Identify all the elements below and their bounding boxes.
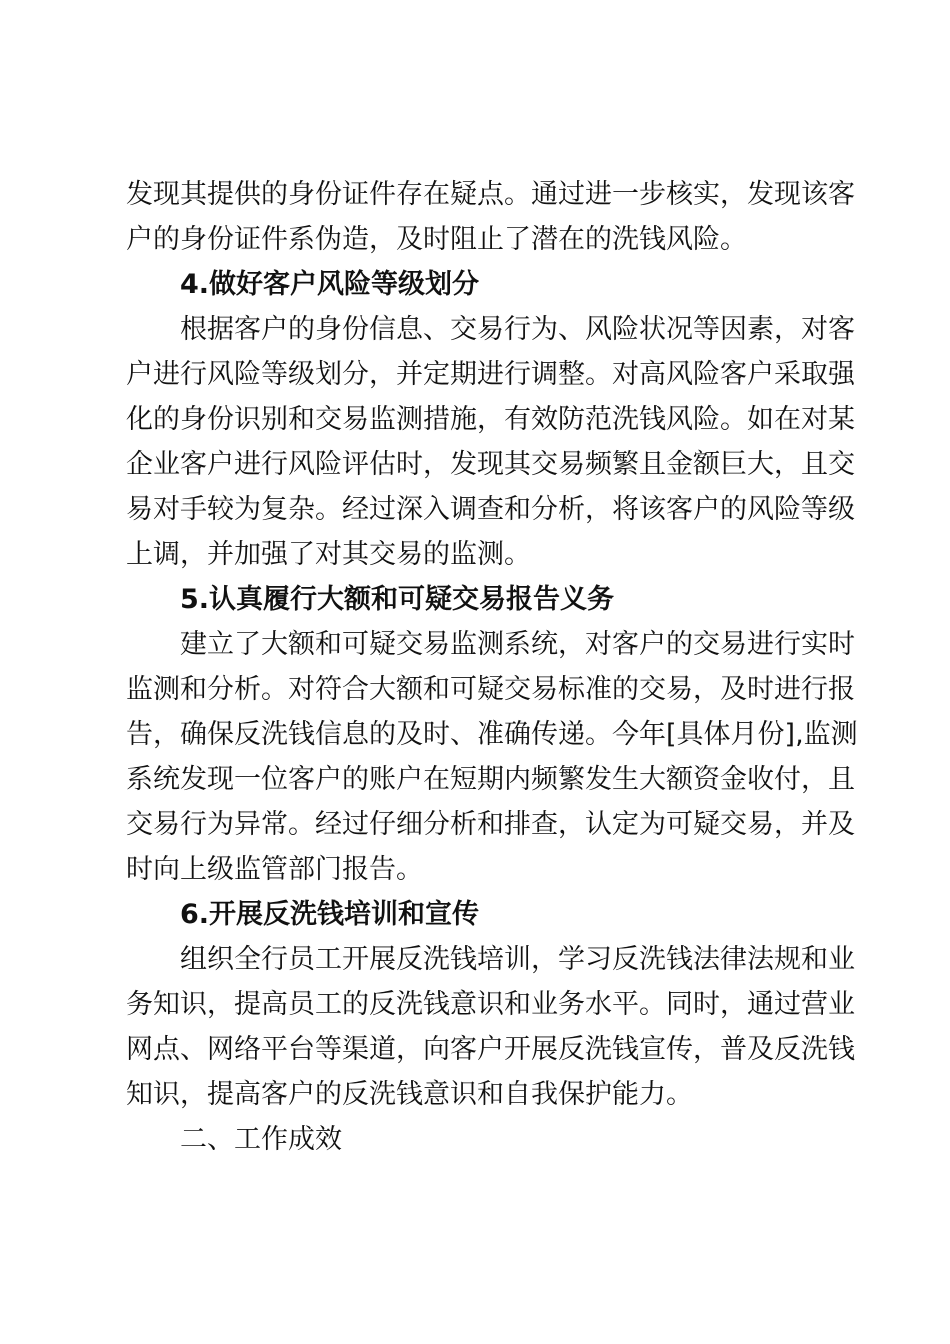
paragraph-start: 建立了大额和可疑交易监测系统，对客户的交易进行实时 xyxy=(180,629,855,660)
section-heading-6: 6.开展反洗钱培训和宣传 xyxy=(180,899,480,930)
body-line: 化的身份识别和交易监测措施，有效防范洗钱风险。如在对某 xyxy=(126,404,855,435)
section-heading-5: 5.认真履行大额和可疑交易报告义务 xyxy=(180,584,615,615)
paragraph-start: 根据客户的身份信息、交易行为、风险状况等因素，对客 xyxy=(180,314,855,345)
body-line: 知识，提高客户的反洗钱意识和自我保护能力。 xyxy=(126,1079,693,1110)
body-line: 监测和分析。对符合大额和可疑交易标准的交易，及时进行报 xyxy=(126,674,855,705)
body-line: 户进行风险等级划分，并定期进行调整。对高风险客户采取强 xyxy=(126,359,855,390)
body-line: 易对手较为复杂。经过深入调查和分析，将该客户的风险等级 xyxy=(126,494,855,525)
body-line: 上调，并加强了对其交易的监测。 xyxy=(126,539,531,570)
body-line: 系统发现一位客户的账户在短期内频繁发生大额资金收付，且 xyxy=(126,764,855,795)
body-line: 交易行为异常。经过仔细分析和排查，认定为可疑交易，并及 xyxy=(126,809,855,840)
body-line: 发现其提供的身份证件存在疑点。通过进一步核实，发现该客 xyxy=(126,179,855,210)
body-line: 务知识，提高员工的反洗钱意识和业务水平。同时，通过营业 xyxy=(126,989,855,1020)
section-heading-work-results: 二、工作成效 xyxy=(180,1124,342,1155)
body-line: 户的身份证件系伪造，及时阻止了潜在的洗钱风险。 xyxy=(126,224,747,255)
body-line: 告，确保反洗钱信息的及时、准确传递。今年[具体月份],监测 xyxy=(126,719,858,750)
paragraph-start: 组织全行员工开展反洗钱培训，学习反洗钱法律法规和业 xyxy=(180,944,855,975)
section-heading-4: 4.做好客户风险等级划分 xyxy=(180,269,480,300)
body-line: 网点、网络平台等渠道，向客户开展反洗钱宣传，普及反洗钱 xyxy=(126,1034,855,1065)
body-line: 时向上级监管部门报告。 xyxy=(126,854,423,885)
document-body xyxy=(126,172,858,1162)
body-line: 企业客户进行风险评估时，发现其交易频繁且金额巨大，且交 xyxy=(126,449,855,480)
